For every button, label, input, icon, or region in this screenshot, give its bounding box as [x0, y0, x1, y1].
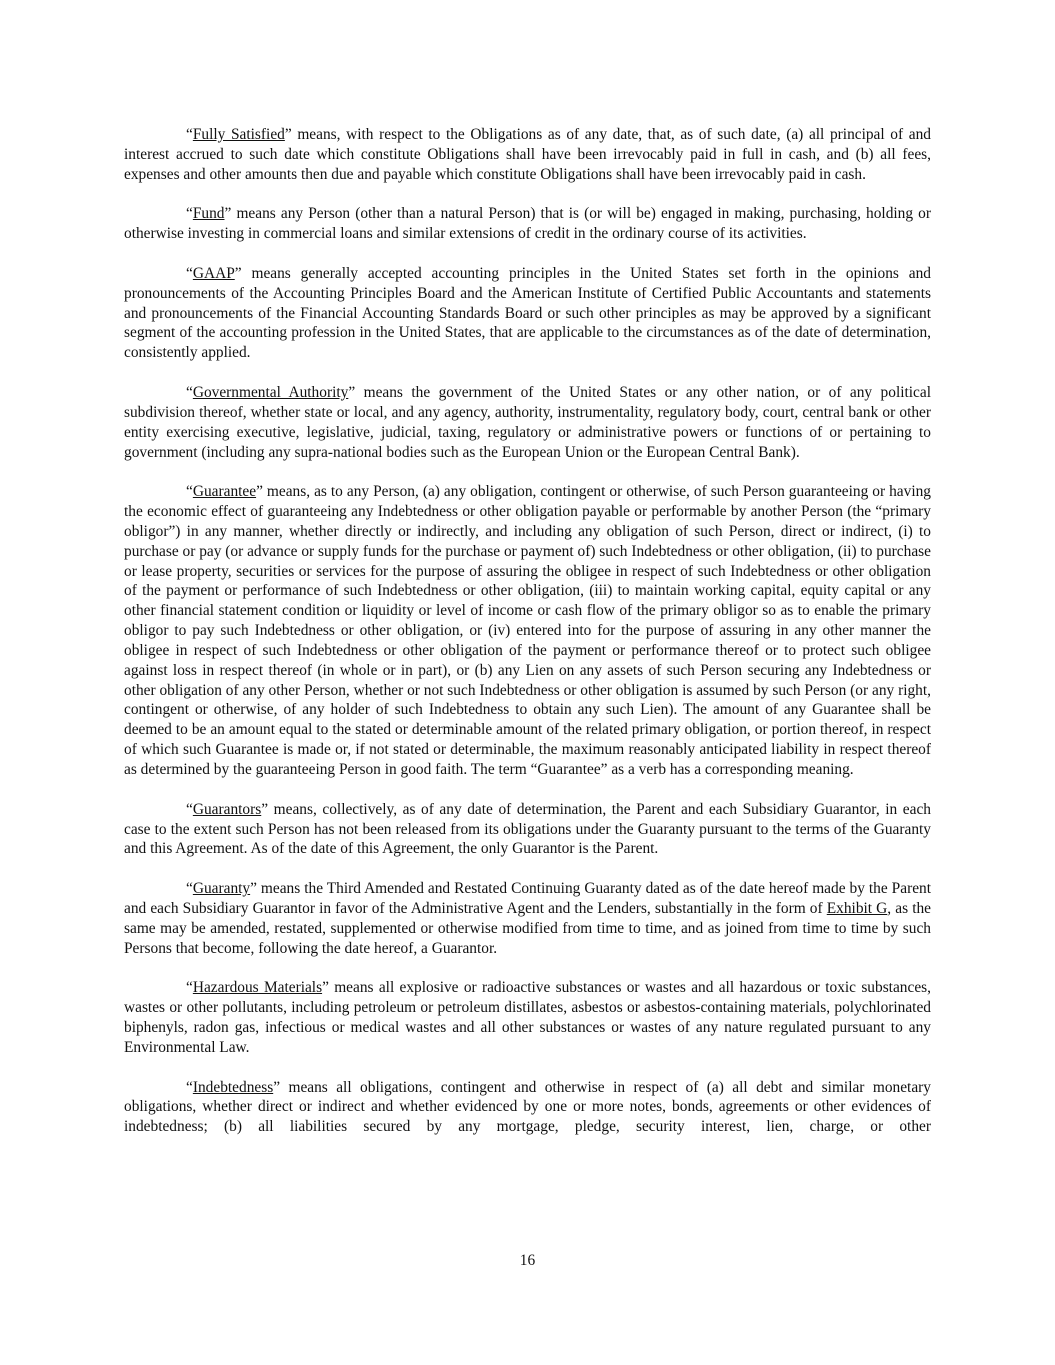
definition-text: ” means, collectively, as of any date of determination, the Parent and each Subsidiary Guarantor, in each case to the extent such Person has not been released from its obligations under the Guaranty pursuant to the terms of the Guaranty and this Agreement. As of the date of this Agreement, the only Guarantor is the Parent.	[124, 800, 931, 858]
open-quote: “	[186, 383, 193, 401]
open-quote: “	[186, 880, 193, 898]
definition-text: ” means all explosive or radioactive substances or wastes and all hazardous or toxic substances, wastes or other pollutants, including petroleum or petroleum distillates, asbestos or asbestos-containing materials, polychlorinated biphenyls, radon gas, infectious or medical wastes and all other substances or wastes of any nature regulated pursuant to any Environmental Law.	[124, 979, 931, 1056]
definition-text: ” means the government of the United States or any other nation, or of any political subdivision thereof, whether state or local, and any agency, authority, instrumentality, regulatory body, court, central bank or other entity exercising executive, legislative, judicial, taxing, regulatory or administrative powers or functions of or pertaining to government (including any supra-national bodies such as the European Union or the European Central Bank).	[124, 383, 931, 461]
definition-text: ” means, with respect to the Obligations as of any date, that, as of such date, (a) all principal of and interest accrued to such date which constitute Obligations shall have been irrevocably paid in full in cash, and (b) all fees, expenses and other amounts then due and payable which constitute Obligations shall have been irrevocably paid in cash.	[124, 126, 931, 183]
definition-indebtedness	[124, 1078, 931, 1138]
open-quote: “	[186, 483, 193, 501]
defined-term: GAAP	[192, 264, 235, 282]
document-body	[124, 125, 931, 1137]
definition-fully-satisfied	[124, 125, 931, 185]
definition-text: ” means, as to any Person, (a) any obligation, contingent or otherwise, of such Person guaranteeing or having the economic effect of guaranteeing any Indebtedness or other obligation payable or performable by another Person (the “primary obligor”) in any manner, whether directly or indirectly, and including any obligation of such Person, direct or indirect, (i) to purchase or pay (or advance or supply funds for the purchase or payment of) such Indebtedness or other obligation, (ii) to purchase or lease property, securities or services for the purpose of assuring the obligee in respect of such Indebtedness or other obligation of the payment or performance of such Indebtedness or other obligation, (iii) to maintain working capital, equity capital or any other financial statement condition or liquidity or level of income or cash flow of the primary obligor so as to enable the primary obligor to pay such Indebtedness or other obligation, or (iv) entered into for the purpose of assuring in any other manner the obligee in respect of such Indebtedness or other obligation of the payment or performance thereof or to protect such obligee against loss in respect thereof (in whole or in part), or (b) any Lien on any assets of such Person securing any Indebtedness or other obligation of any other Person, whether or not such Indebtedness or other obligation is assumed by such Person (or any right, contingent or otherwise, of any holder of such Indebtedness to obtain any such Lien). The amount of any Guarantee shall be deemed to be an amount equal to the stated or determinable amount of the related primary obligation, or portion thereof, in respect of which such Guarantee is made or, if not stated or determinable, the maximum reasonably anticipated liability in respect thereof as determined by the guaranteeing Person in good faith. The term “Guarantee” as a verb has a corresponding meaning.	[124, 483, 931, 778]
defined-term: Indebtedness	[192, 1078, 274, 1096]
definition-guarantors	[124, 800, 931, 860]
definition-text: ” means the Third Amended and Restated Continuing Guaranty dated as of the date hereof made by the Parent and each Subsidiary Guarantor in favor of the Administrative Agent and the Lenders, substantially in the form of	[124, 880, 931, 917]
defined-term: Fund	[192, 205, 225, 223]
defined-term: Guarantors	[192, 800, 262, 818]
open-quote: “	[186, 126, 193, 143]
definition-text-continued: , as the same may be amended, restated, supplemented or otherwise modified from time to time, and as joined from time to time by such Persons that become, following the date hereof, a Guarantor.	[124, 899, 931, 957]
definition-guarantee	[124, 482, 931, 780]
defined-term: Guaranty	[192, 880, 251, 898]
definition-hazardous-materials	[124, 978, 931, 1057]
defined-term: Fully Satisfied	[192, 126, 285, 143]
page-number: 16	[519, 1252, 536, 1269]
open-quote: “	[186, 205, 193, 223]
open-quote: “	[186, 800, 193, 818]
open-quote: “	[186, 1078, 193, 1096]
definition-text: ” means all obligations, contingent and otherwise in respect of (a) all debt and similar monetary obligations, whether direct or indirect and whether evidenced by one or more notes, bonds, agreements or other evidences of indebtedness; (b) all liabilities secured by any mortgage, pledge, security interest, lien, charge, or other	[124, 1078, 931, 1136]
defined-term: Governmental Authority	[192, 383, 349, 401]
definition-text: ” means any Person (other than a natural Person) that is (or will be) engaged in making, purchasing, holding or otherwise investing in commercial loans and similar extensions of credit in the ordinary course of its activities.	[124, 205, 931, 243]
defined-term: Guarantee	[192, 483, 257, 501]
defined-term: Hazardous Materials	[192, 979, 323, 997]
open-quote: “	[186, 264, 193, 282]
definition-fund	[124, 204, 931, 244]
definition-text: ” means generally accepted accounting principles in the United States set forth in the opinions and pronouncements of the Accounting Principles Board and the American Institute of Certified Public Accountants and statements and pronouncements of the Financial Accounting Standards Board or such other principles as may be approved by a significant segment of the accounting profession in the United States, that are applicable to the circumstances as of the date of determination, consistently applied.	[124, 264, 931, 362]
definition-guaranty	[124, 879, 931, 958]
definition-gaap	[124, 264, 931, 363]
definition-governmental-authority	[124, 383, 931, 462]
exhibit-reference: Exhibit G	[826, 899, 888, 917]
open-quote: “	[186, 979, 193, 997]
